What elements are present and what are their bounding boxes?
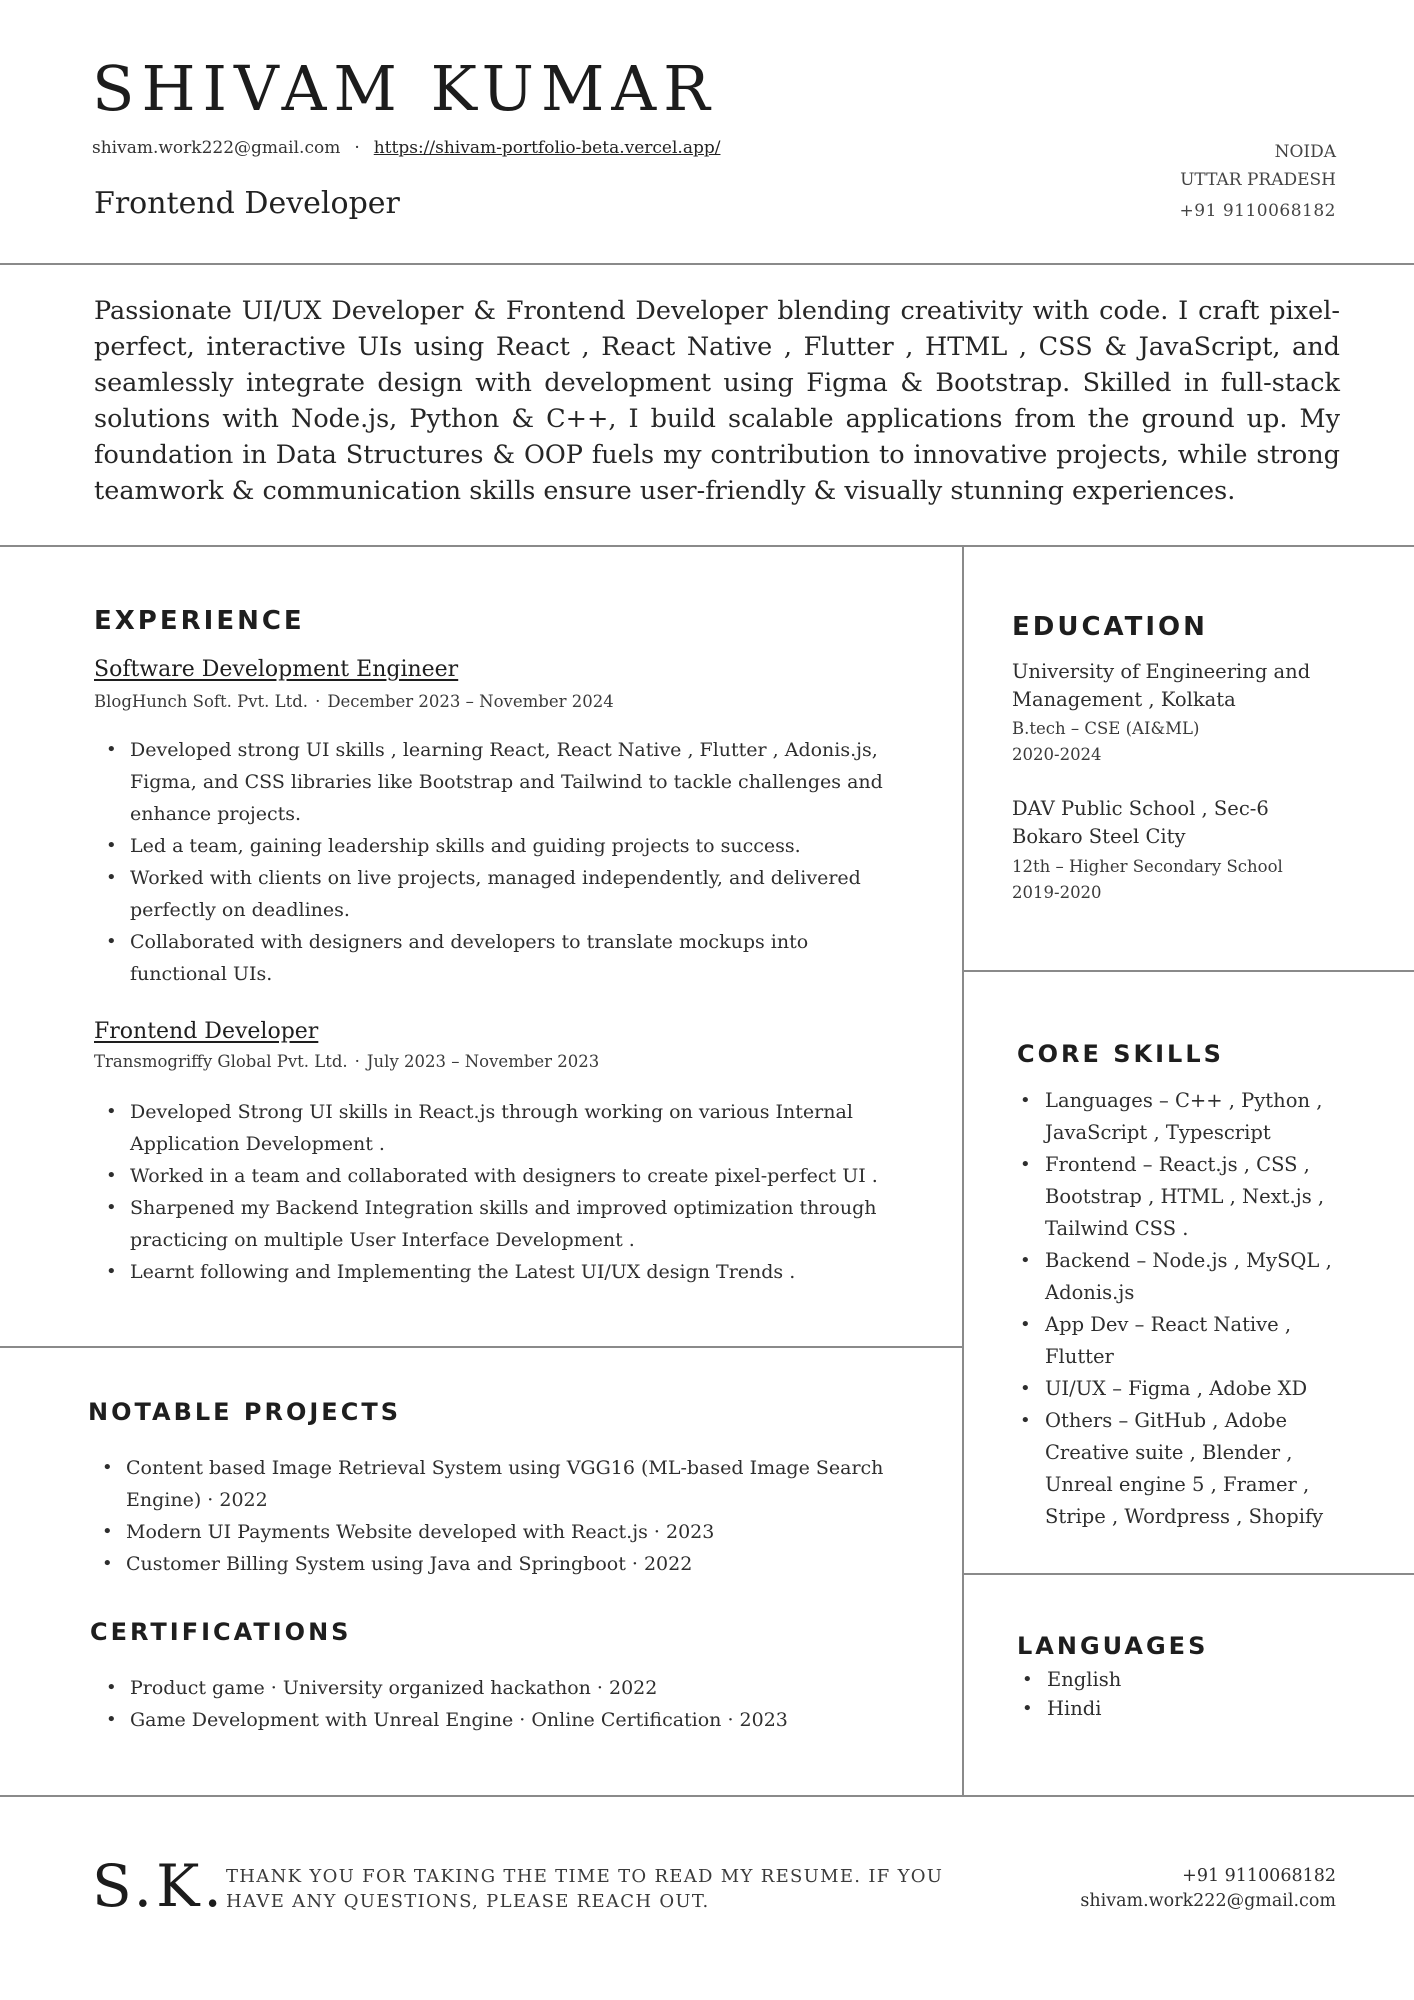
projects-list: [90, 1452, 890, 1580]
job-role: Frontend Developer: [94, 186, 400, 221]
contact-line: [92, 138, 720, 158]
job-meta: Transmogriffy Global Pvt. Ltd. · July 2023 – November 2023: [94, 1052, 600, 1071]
list-item: • App Dev – React Native , Flutter: [1017, 1309, 1337, 1373]
list-item: • Worked with clients on live projects, managed independently, and delivered perfectly on deadlines.: [94, 862, 894, 926]
list-item: • Frontend – React.js , CSS , Bootstrap , HTML , Next.js , Tailwind CSS .: [1017, 1149, 1337, 1245]
divider: [0, 1346, 963, 1348]
projects-heading: NOTABLE PROJECTS: [88, 1398, 401, 1426]
list-item: • Developed strong UI skills , learning React, React Native , Flutter , Adonis.js, Figma, and CSS libraries like Bootstrap and Tailwind to tackle challenges and enhance projects.: [94, 734, 894, 830]
column-divider: [962, 546, 964, 1796]
company-name: Transmogriffy Global Pvt. Ltd.: [94, 1052, 348, 1071]
list-item: • Hindi: [1017, 1694, 1337, 1723]
state: UTTAR PRADESH: [1180, 170, 1336, 190]
degree: B.tech – CSE (AI&ML): [1012, 719, 1200, 738]
list-item: • Collaborated with designers and developers to translate mockups into functional UIs.: [94, 926, 894, 990]
languages-list: [1017, 1665, 1337, 1723]
list-item: • Product game · University organized hackathon · 2022: [94, 1672, 894, 1704]
list-item: • Others – GitHub , Adobe Creative suite , Blender , Unreal engine 5 , Framer , Stripe , Wordpress , Shopify: [1017, 1405, 1337, 1533]
divider: [963, 970, 1414, 972]
separator-dot: ·: [354, 138, 360, 158]
list-item: • Backend – Node.js , MySQL , Adonis.js: [1017, 1245, 1337, 1309]
job-bullets: [94, 734, 894, 990]
portfolio-link[interactable]: https://shivam-portfolio-beta.vercel.app/: [373, 138, 721, 158]
list-item: • English: [1017, 1665, 1337, 1694]
footer-phone: +91 9110068182: [1182, 1866, 1336, 1886]
job-bullets: [94, 1096, 894, 1288]
degree: 12th – Higher Secondary School: [1012, 857, 1283, 876]
list-item: • Sharpened my Backend Integration skills and improved optimization through practicing on multiple User Interface Development .: [94, 1192, 894, 1256]
job-dates: December 2023 – November 2024: [327, 692, 614, 711]
footer-email: shivam.work222@gmail.com: [1080, 1891, 1336, 1911]
resume-name: SHIVAM KUMAR: [92, 52, 717, 125]
education-years: 2020-2024: [1012, 745, 1102, 764]
languages-heading: LANGUAGES: [1017, 1632, 1209, 1660]
school-name: DAV Public School , Sec-6 Bokaro Steel City: [1012, 797, 1269, 848]
experience-heading: EXPERIENCE: [94, 606, 305, 636]
list-item: • Modern UI Payments Website developed with React.js · 2023: [90, 1516, 890, 1548]
divider: [963, 1573, 1414, 1575]
education-heading: EDUCATION: [1012, 612, 1208, 642]
certifications-list: [94, 1672, 894, 1736]
job-title: Software Development Engineer: [94, 657, 459, 682]
company-name: BlogHunch Soft. Pvt. Ltd.: [94, 692, 309, 711]
footer-contact: [1080, 1864, 1336, 1914]
skills-heading: CORE SKILLS: [1017, 1040, 1224, 1068]
summary-paragraph: Passionate UI/UX Developer & Frontend Developer blending creativity with code. I craft pixel-perfect, interactive UIs using React , React Native , Flutter , HTML , CSS & JavaScript, and seamlessly integrate design with development using Figma & Bootstrap. Skilled in full-stack solutions with Node.js, Python & C++, I build scalable applications from the ground up. My foundation in Data Structures & OOP fuels my contribution to innovative projects, while strong teamwork & communication skills ensure user-friendly & visually stunning experiences.: [94, 296, 1340, 506]
divider: [0, 545, 1414, 547]
footer-message: THANK YOU FOR TAKING THE TIME TO READ MY RESUME. IF YOU HAVE ANY QUESTIONS, PLEASE REACH OUT.: [226, 1866, 944, 1912]
divider: [0, 263, 1414, 265]
certifications-heading: CERTIFICATIONS: [90, 1618, 352, 1646]
list-item: • Worked in a team and collaborated with designers to create pixel-perfect UI .: [94, 1160, 894, 1192]
list-item: • Learnt following and Implementing the Latest UI/UX design Trends .: [94, 1256, 894, 1288]
list-item: • Game Development with Unreal Engine · Online Certification · 2023: [94, 1704, 894, 1736]
job-meta: BlogHunch Soft. Pvt. Ltd. · December 2023 – November 2024: [94, 692, 614, 711]
divider: [0, 1795, 1414, 1797]
list-item: • Led a team, gaining leadership skills and guiding projects to success.: [94, 830, 894, 862]
list-item: • Languages – C++ , Python , JavaScript , Typescript: [1017, 1085, 1337, 1149]
list-item: • Developed Strong UI skills in React.js through working on various Internal Application Development .: [94, 1096, 894, 1160]
list-item: • Content based Image Retrieval System using VGG16 (ML-based Image Search Engine) · 2022: [90, 1452, 890, 1516]
job-title: Frontend Developer: [94, 1019, 319, 1044]
list-item: • UI/UX – Figma , Adobe XD: [1017, 1373, 1337, 1405]
school-name: University of Engineering and Management , Kolkata: [1012, 660, 1311, 711]
phone-number: +91 9110068182: [1179, 201, 1336, 221]
email-text: shivam.work222@gmail.com: [92, 138, 341, 158]
education-years: 2019-2020: [1012, 883, 1102, 902]
location-block: [1180, 138, 1336, 225]
job-dates: July 2023 – November 2023: [366, 1052, 600, 1071]
city: NOIDA: [1274, 142, 1336, 162]
list-item: • Customer Billing System using Java and Springboot · 2022: [90, 1548, 890, 1580]
skills-list: [1017, 1085, 1337, 1533]
monogram-logo: S.K.: [92, 1852, 226, 1920]
